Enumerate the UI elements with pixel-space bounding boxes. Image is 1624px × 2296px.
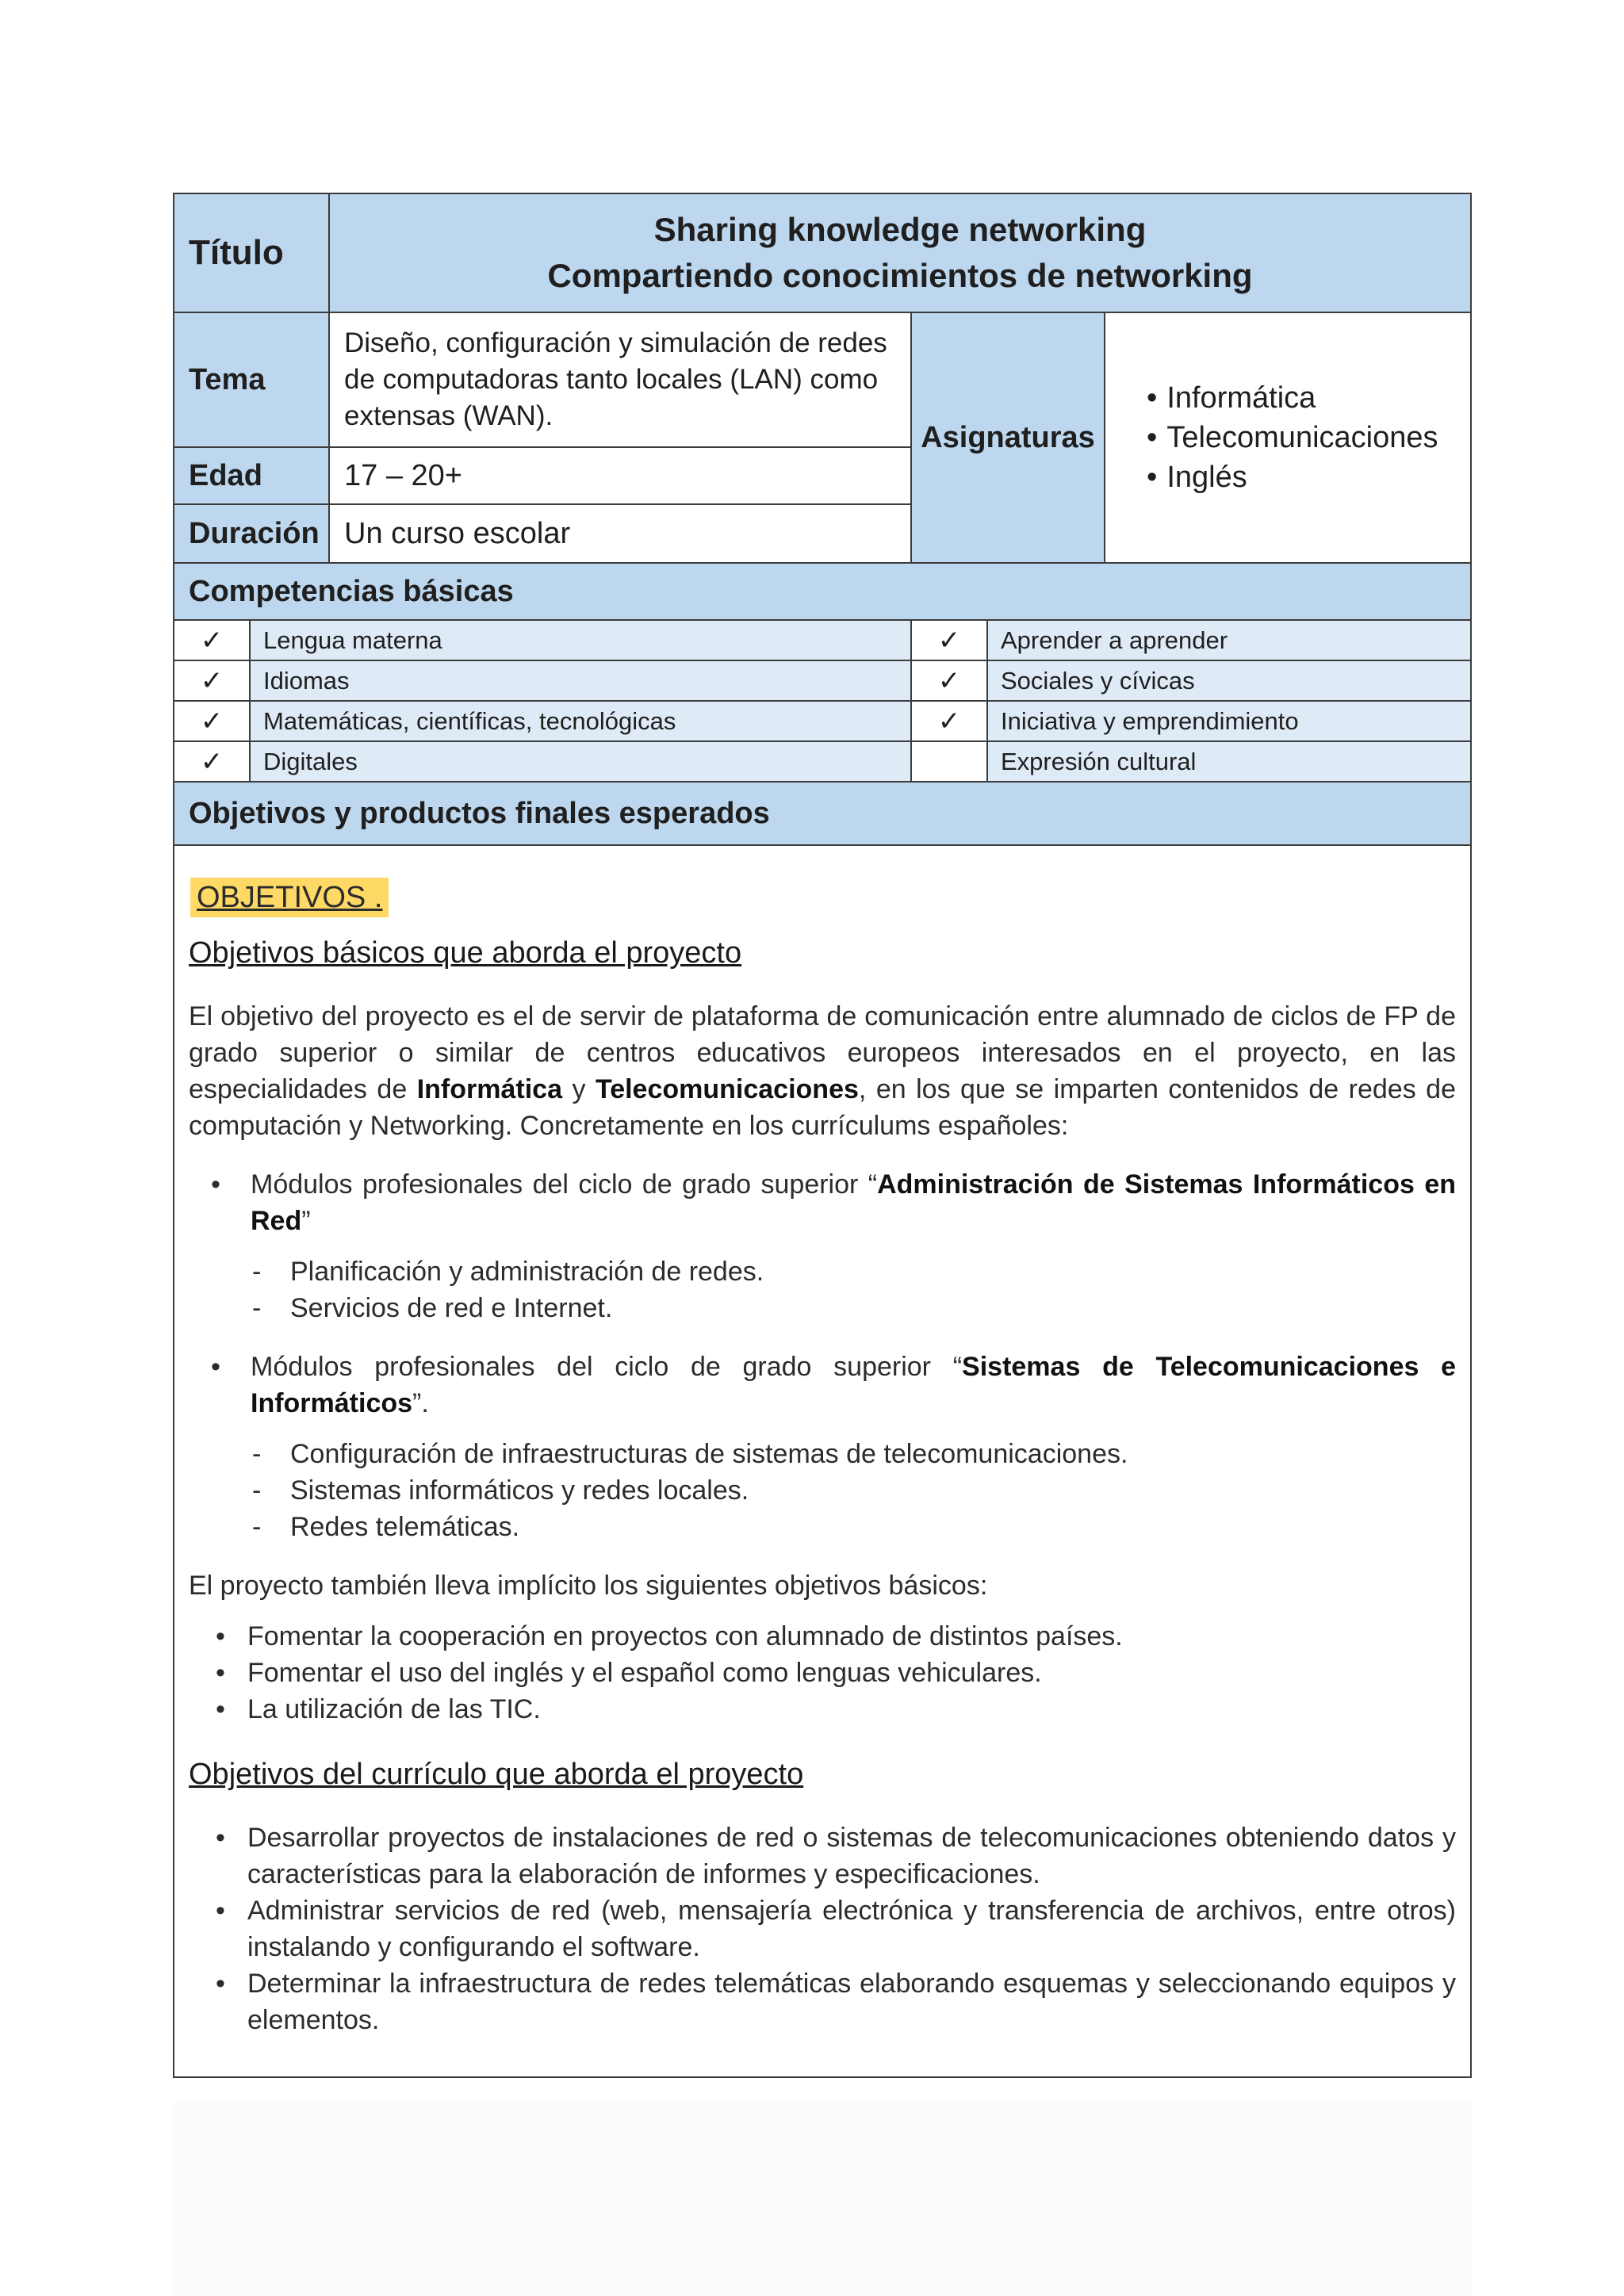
text-run: Telecomunicaciones <box>595 1074 859 1104</box>
meta-block <box>174 313 1470 564</box>
text-run: , en los que se imparten contenidos de redes de computación y Networking. Concretamente en los currículums españoles: <box>189 1074 1456 1141</box>
page-footer-area <box>173 2101 1472 2296</box>
duracion-row <box>174 505 910 562</box>
list-item <box>189 1349 1456 1422</box>
list-item <box>189 1166 1456 1239</box>
text-run: Administración de Sistemas Informáticos en Red <box>251 1169 1456 1236</box>
titulo-label: Título <box>174 194 330 312</box>
asignaturas-list <box>1105 313 1470 562</box>
objetivos-tag: OBJETIVOS . <box>190 878 389 917</box>
text-run: Sistemas de Telecomunicaciones e Informáticos <box>251 1352 1457 1418</box>
title-row <box>174 194 1470 313</box>
list-item: • Determinar la infraestructura de redes telemáticas elaborando esquemas y seleccionando equipos y elementos. <box>189 1965 1456 2038</box>
list-item: • La utilización de las TIC. <box>189 1691 1456 1728</box>
page-title <box>330 194 1470 312</box>
edad-value: 17 – 20+ <box>344 458 462 492</box>
check-icon: ✓ <box>174 621 251 660</box>
project-sheet-table <box>173 193 1472 2078</box>
competencias-header: Competencias básicas <box>174 564 1470 621</box>
intro-paragraph <box>189 998 1456 1144</box>
empty-check-cell <box>912 742 988 781</box>
competencia-left: Idiomas <box>251 661 912 700</box>
list-item: - Sistemas informáticos y redes locales. <box>189 1472 1456 1509</box>
edad-label: Edad <box>174 448 330 503</box>
competencia-row <box>174 742 1470 783</box>
module-1-subitems <box>189 1253 1456 1326</box>
asignaturas-label: Asignaturas <box>912 313 1105 562</box>
list-item: • Fomentar la cooperación en proyectos con alumnado de distintos países. <box>189 1618 1456 1655</box>
duracion-label: Duración <box>174 505 330 562</box>
edad-row <box>174 448 910 505</box>
competencia-left: Lengua materna <box>251 621 912 660</box>
competencia-right: Sociales y cívicas <box>1001 666 1195 695</box>
subheading-basic: Objetivos básicos que aborda el proyecto <box>189 936 742 970</box>
check-icon: ✓ <box>174 742 251 781</box>
list-item: • Fomentar el uso del inglés y el español como lenguas vehiculares. <box>189 1655 1456 1691</box>
text-run: ”. <box>412 1388 429 1418</box>
asignatura-item: • Inglés <box>1147 457 1470 497</box>
text-run: y <box>561 1074 596 1104</box>
module-2-subitems <box>189 1436 1456 1545</box>
competencia-left: Digitales <box>251 742 912 781</box>
implicit-paragraph: El proyecto también lleva implícito los siguientes objetivos básicos: <box>189 1571 988 1601</box>
tema-label: Tema <box>174 313 330 446</box>
check-icon: ✓ <box>912 621 988 660</box>
check-icon: ✓ <box>912 702 988 740</box>
text-run: Módulos profesionales del ciclo de grado superior “ <box>251 1169 878 1200</box>
competencia-row <box>174 661 1470 702</box>
check-icon: ✓ <box>912 661 988 700</box>
asignatura-item: • Informática <box>1147 378 1470 418</box>
competencia-left: Matemáticas, científicas, tecnológicas <box>251 702 912 740</box>
basic-objectives-list <box>189 1618 1456 1728</box>
competencia-right: Iniciativa y emprendimiento <box>1001 706 1299 735</box>
objetivos-body <box>174 846 1470 2076</box>
competencia-row <box>174 702 1470 742</box>
objetivos-header: Objetivos y productos finales esperados <box>174 783 1470 846</box>
module-list-1 <box>189 1166 1456 1239</box>
subheading-curriculum: Objetivos del currículo que aborda el proyecto <box>189 1758 804 1791</box>
list-item: - Redes telemáticas. <box>189 1509 1456 1545</box>
tema-value: Diseño, configuración y simulación de redes de computadoras tanto locales (LAN) como extensas (WAN). <box>344 327 887 431</box>
list-item: • Administrar servicios de red (web, mensajería electrónica y transferencia de archivos, entre otros) instalando y configurando el software. <box>189 1892 1456 1965</box>
competencia-right: Aprender a aprender <box>1001 626 1228 654</box>
list-item: • Desarrollar proyectos de instalaciones de red o sistemas de telecomunicaciones obteniendo datos y características para la elaboración de informes y especificaciones. <box>189 1820 1456 1892</box>
competencia-row <box>174 621 1470 661</box>
duracion-value: Un curso escolar <box>344 516 571 550</box>
check-icon: ✓ <box>174 661 251 700</box>
list-item: - Configuración de infraestructuras de sistemas de telecomunicaciones. <box>189 1436 1456 1472</box>
meta-left <box>174 313 912 562</box>
check-icon: ✓ <box>174 702 251 740</box>
tema-row <box>174 313 910 448</box>
module-list-2 <box>189 1349 1456 1422</box>
text-run: El objetivo del proyecto es el de servir de plataforma de comunicación entre alumnado de ciclos de FP de grado superior o similar de centros educativos europeos interesados en el proyecto, en las especialidades de <box>189 1001 1456 1104</box>
asignatura-item: • Telecomunicaciones <box>1147 418 1470 457</box>
curriculum-objectives-list <box>189 1820 1456 2038</box>
text-run: Módulos profesionales del ciclo de grado superior “ <box>251 1352 963 1382</box>
title-english: Sharing knowledge networking <box>653 211 1147 248</box>
list-item: - Planificación y administración de redes. <box>189 1253 1456 1290</box>
competencia-right: Expresión cultural <box>1001 747 1197 775</box>
text-run: Informática <box>416 1074 562 1104</box>
title-spanish: Compartiendo conocimientos de networking <box>547 257 1253 294</box>
list-item: - Servicios de red e Internet. <box>189 1290 1456 1326</box>
text-run: ” <box>301 1206 311 1236</box>
